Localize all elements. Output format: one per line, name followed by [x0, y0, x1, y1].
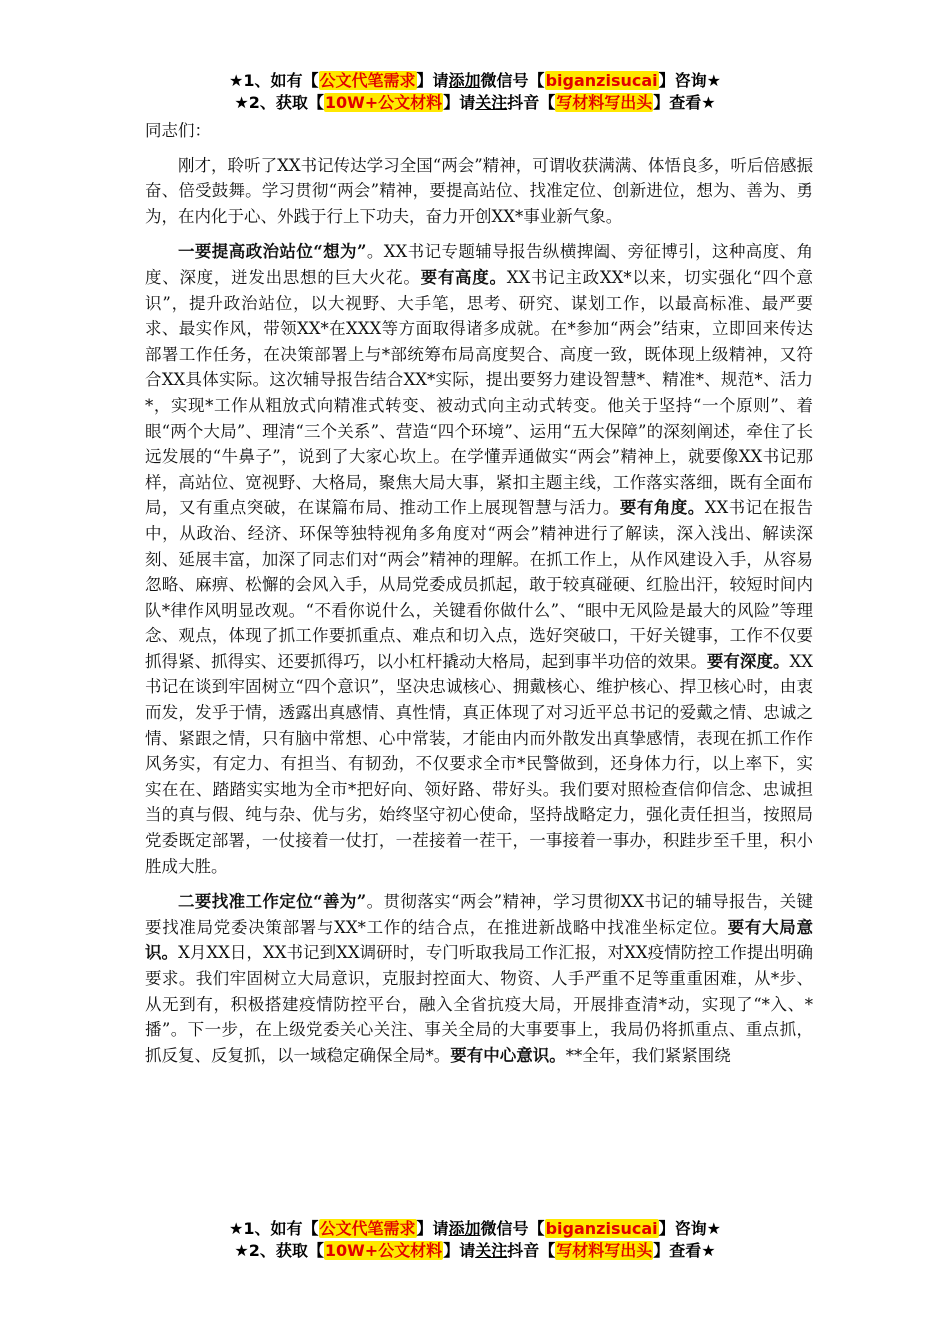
banner-highlight-service: 公文代笔需求: [319, 71, 416, 90]
paragraph-text: 。XX书记专题辅导报告纵横捭阖、旁征博引，这种高度、角度、深度，迸发出思想的巨大火花。: [145, 242, 813, 287]
section-heading: 一要提高政治站位“想为”: [178, 242, 367, 262]
banner-line-2-prefix: ★2、获取【: [234, 1241, 324, 1260]
banner-line-1-suffix: 】咨询★: [658, 1219, 721, 1238]
banner-highlight-materials: 10W+公文材料: [324, 93, 443, 112]
banner-highlight-wechat-id: biganzisucai: [545, 1219, 658, 1238]
subheading-depth: 要有深度。: [706, 651, 790, 671]
banner-line-2-text: 】请: [443, 93, 476, 112]
section-heading: 二要找准工作定位“善为”: [178, 892, 367, 912]
salutation: 同志们：: [145, 121, 211, 140]
banner-line-1: [0, 70, 950, 92]
banner-line-1-text: 微信号【: [480, 71, 545, 90]
banner-line-1-text: 】请: [416, 1219, 449, 1238]
banner-line-2-suffix: 】查看★: [653, 93, 716, 112]
banner-underline-add: 添加: [448, 1219, 481, 1238]
banner-highlight-wechat-id: biganzisucai: [545, 71, 658, 90]
paragraph-text: XX书记主政XX*以来，切实强化“四个意识”，提升政治站位，以大视野、大手笔，思考、研究、谋划工作，以最高标准、最严要求、最实作风，带领XX*在XXX等方面取得诸多成就。在*参加“两会”结束，立即回来传达部署工作任务，在决策部署上与*部统筹布局高度契合、高度一致，既体现上级精神，又符合XX具体实际。这次辅导报告结合XX*实际，提出要努力建设智慧*、精准*、规范*、活力*，实现*工作从粗放式向精准式转变、被动式向主动式转变。他关于坚持“一个原则”、着眼“两个大局”、理清“三个关系”、营造“四个环境”、运用“五大保障”的深刻阐述，牵住了长远发展的“牛鼻子”，说到了大家心坎上。在学懂弄通做实“两会”精神上，就要像XX书记那样，高站位、宽视野、大格局，聚焦大局大事，紧扣主题主线，工作落实落细，既有全面布局，又有重点突破，在谋篇布局、推动工作上展现智慧与活力。: [145, 267, 814, 518]
banner-line-2: [0, 1240, 950, 1262]
paragraph-intro: 刚才，聆听了XX书记传达学习全国“两会”精神，可谓收获满满、体悟良多，听后倍感振奋、倍受鼓舞。学习贯彻“两会”精神，要提高站位、找准定位、创新进位，想为、善为、勇为，在内化于心、外践于行上下功夫，奋力开创XX*事业新气象。: [145, 155, 813, 226]
subheading-angle: 要有角度。: [619, 498, 705, 518]
banner-underline-follow: 关注: [475, 93, 508, 112]
banner-line-2: [0, 92, 950, 114]
banner-line-1-suffix: 】咨询★: [658, 71, 721, 90]
subheading-height: 要有高度。: [420, 267, 507, 287]
banner-line-1: [0, 1218, 950, 1240]
footer-banner: [0, 1218, 950, 1262]
banner-underline-follow: 关注: [475, 1241, 508, 1260]
paragraph-work-positioning: [145, 889, 813, 1068]
banner-highlight-materials: 10W+公文材料: [324, 1241, 443, 1260]
paragraph-text: **全年，我们紧紧围绕: [565, 1045, 731, 1065]
banner-line-1-text: 】请: [416, 71, 449, 90]
header-banner: [0, 70, 950, 114]
paragraph-political-stance: [145, 239, 813, 879]
paragraph-text: 。贯彻落实“两会”精神，学习贯彻XX书记的辅导报告，关键要找准局党委决策部署与XX*工作的结合点，在推进新战略中找准坐标定位。: [145, 892, 814, 937]
banner-highlight-service: 公文代笔需求: [319, 1219, 416, 1238]
banner-line-1-text: 微信号【: [480, 1219, 545, 1238]
document-body: [145, 118, 813, 1078]
paragraph-text: XX书记在报告中，从政治、经济、环保等独特视角多角度对“两会”精神进行了解读，深入浅出、解读深刻、延展丰富，加深了同志们对“两会”精神的理解。在抓工作上，从作风建设入手，从容易忽略、麻痹、松懈的会风入手，从局党委成员抓起，敢于较真碰硬、红脸出汗，较短时间内队*律作风明显改观。“不看你说什么，关键看你做什么”、“眼中无风险是最大的风险”等理念、观点，体现了抓工作要抓重点、难点和切入点，选好突破口，干好关键事，工作不仅要抓得紧、抓得实、还要抓得巧，以小杠杆撬动大格局，起到事半功倍的效果。: [145, 498, 814, 671]
banner-line-2-text: 抖音【: [507, 93, 556, 112]
banner-line-2-suffix: 】查看★: [653, 1241, 716, 1260]
paragraph-text: X月XX日，XX书记到XX调研时，专门听取我局工作汇报，对XX疫情防控工作提出明确要求。我们牢固树立大局意识，克服封控面大、物资、人手严重不足等重重困难，从*步、从无到有，积极搭建疫情防控平台，融入全省抗疫大局，开展排查清*动，实现了“*入、*播”。下一步，在上级党委关心关注、事关全局的大事要事上，我局仍将抓重点、重点抓，抓反复、反复抓，以一域稳定确保全局*。: [145, 943, 813, 1065]
banner-line-1-prefix: ★1、如有【: [229, 1219, 319, 1238]
banner-line-2-text: 】请: [443, 1241, 476, 1260]
banner-underline-add: 添加: [448, 71, 481, 90]
subheading-center-awareness: 要有中心意识。: [450, 1045, 566, 1065]
banner-highlight-douyin: 写材料写出头: [556, 1241, 653, 1260]
banner-line-1-prefix: ★1、如有【: [229, 71, 319, 90]
banner-highlight-douyin: 写材料写出头: [556, 93, 653, 112]
paragraph-text: XX书记在谈到牢固树立“四个意识”，坚决忠诚核心、拥戴核心、维护核心、捍卫核心时，由衷而发，发乎于情，透露出真感情、真性情，真正体现了对习近平总书记的爱戴之情、忠诚之情、紧跟之情，只有脑中常想、心中常装，才能由内而外散发出真挚感情，表现在抓工作作风务实，有定力、有担当、有韧劲，不仅要求全市*民警做到，还身体力行，以上率下，实实在在、踏踏实实地为全市*把好向、领好路、带好头。我们要对照检查信仰信念、忠诚担当的真与假、纯与杂、优与劣，始终坚守初心使命，坚持战略定力，强化责任担当，按照局党委既定部署，一仗接着一仗打，一茬接着一茬干，一事接着一事办，积跬步至千里，积小胜成大胜。: [145, 651, 814, 876]
subheading-overall-awareness: 要有大局意识。: [145, 917, 814, 963]
banner-line-2-text: 抖音【: [507, 1241, 556, 1260]
banner-line-2-prefix: ★2、获取【: [234, 93, 324, 112]
